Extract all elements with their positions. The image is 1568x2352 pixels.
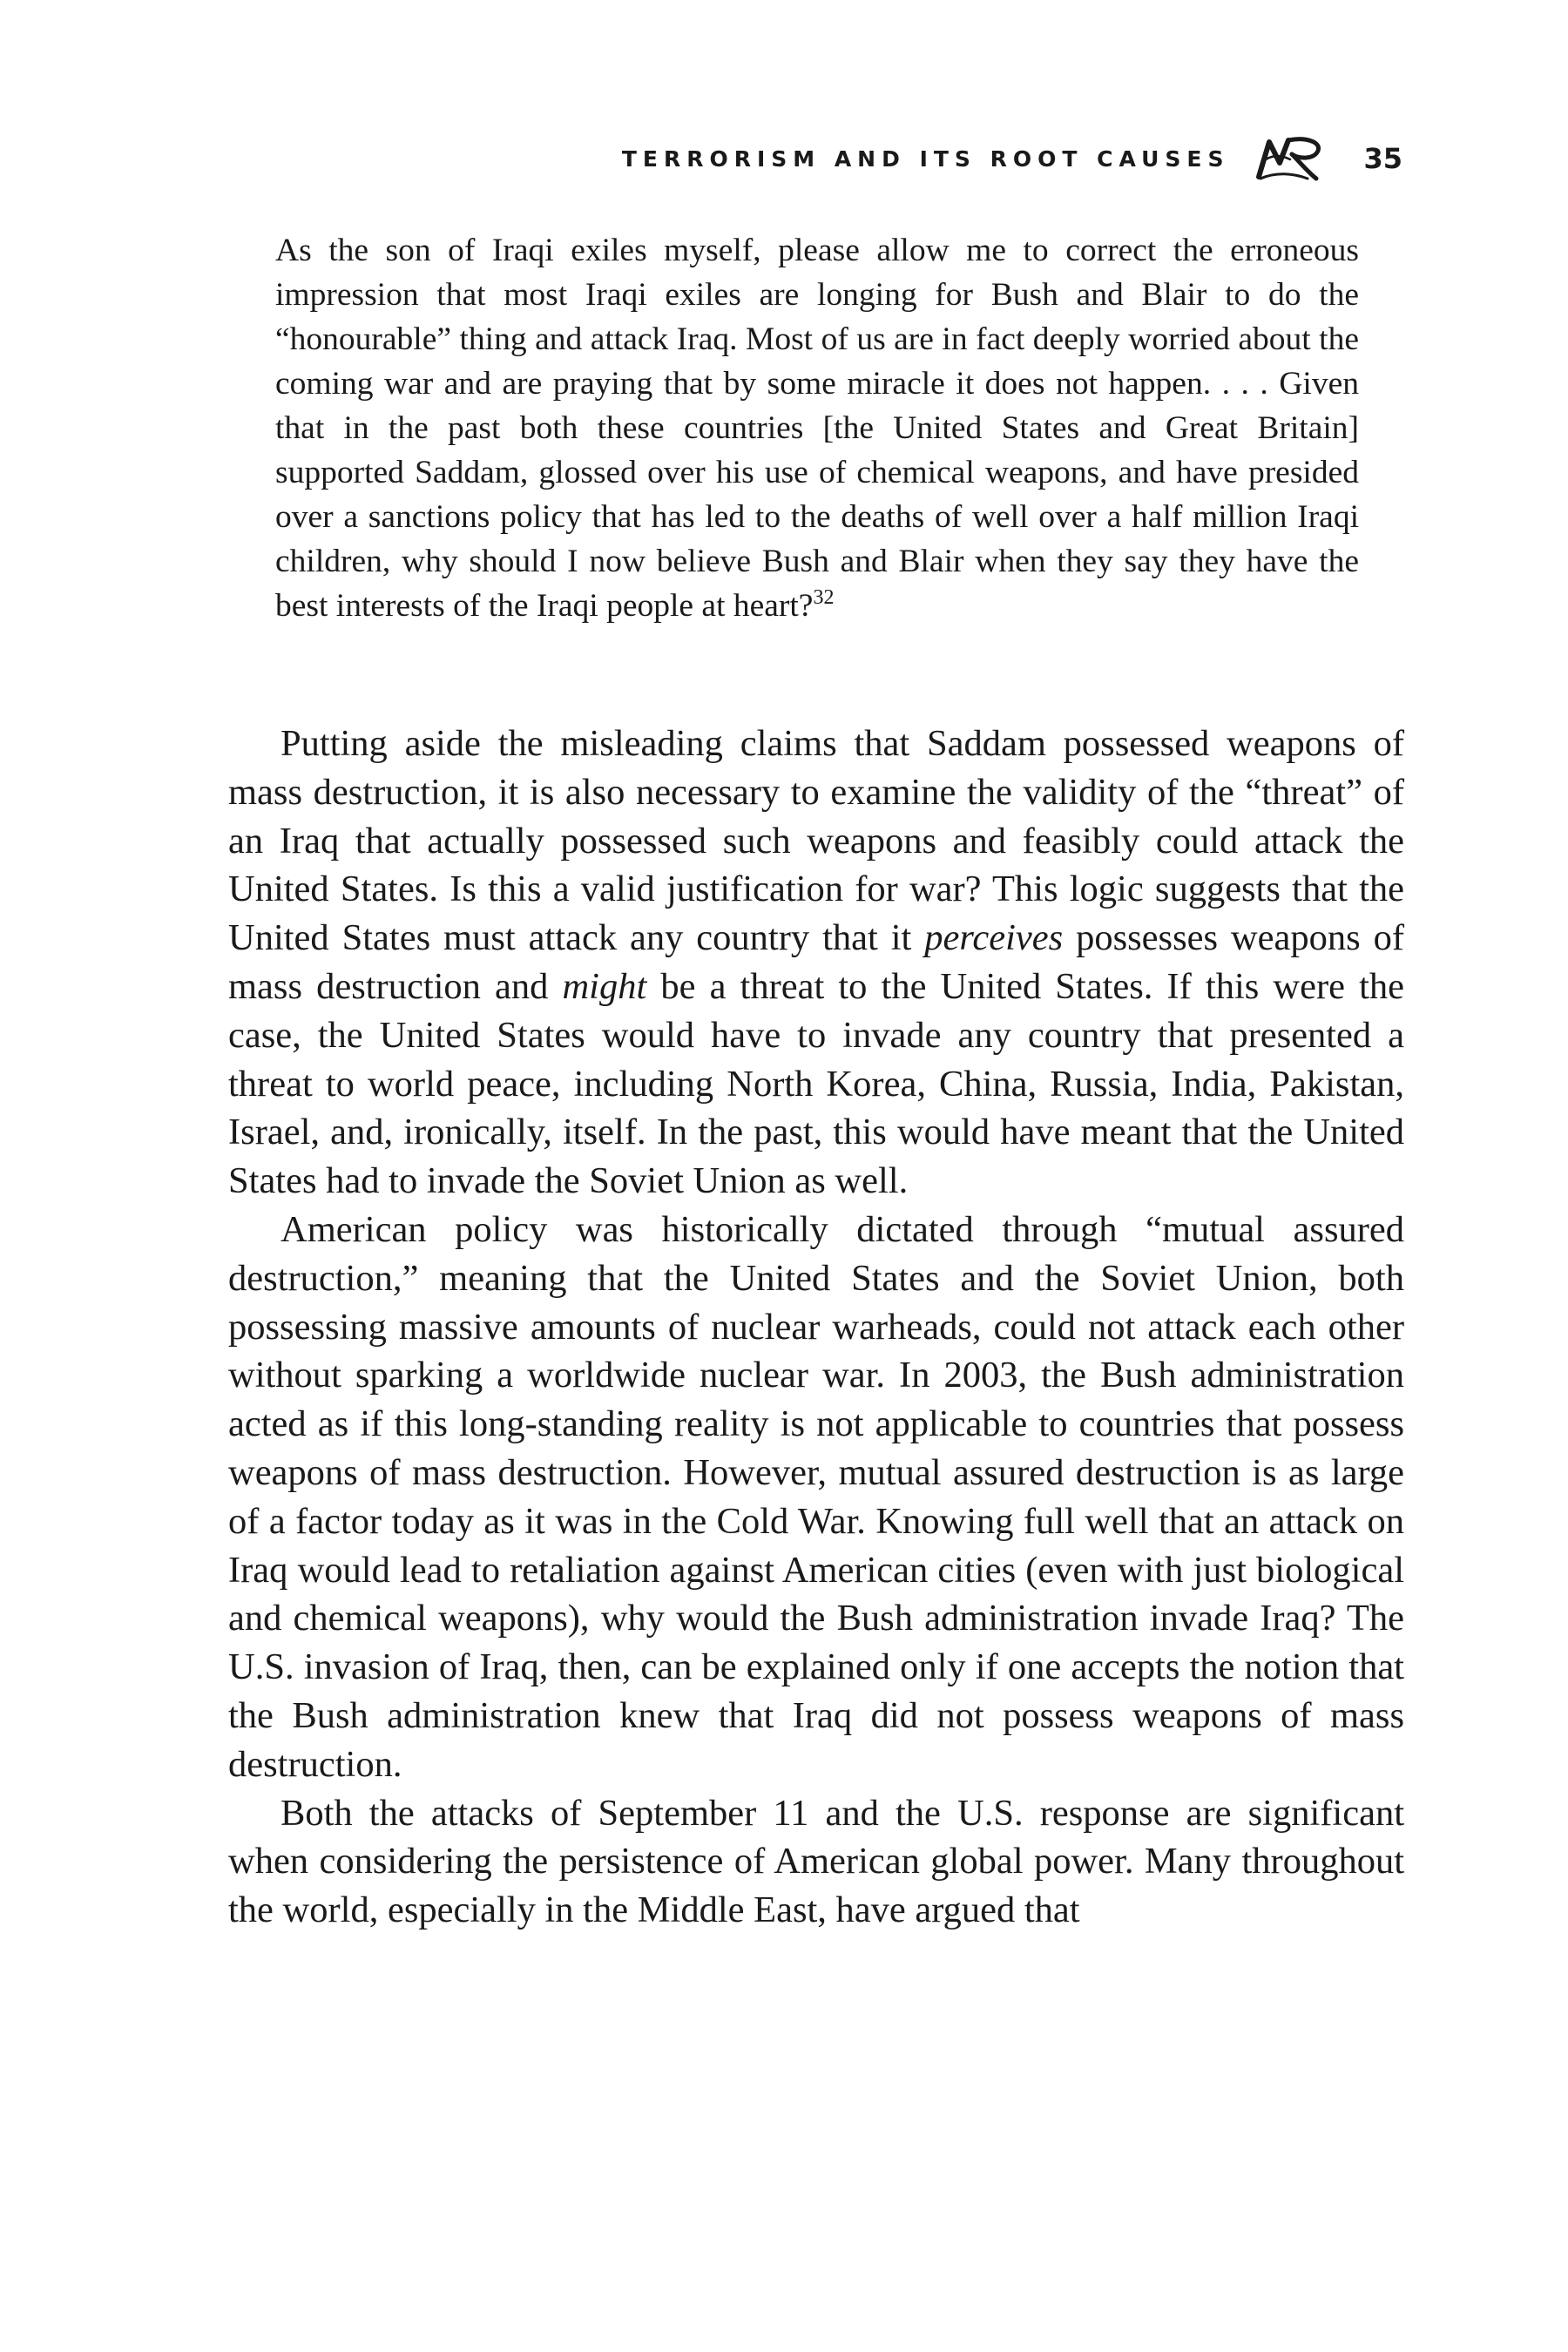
paragraph-2: American policy was historically dictated through “mutual assured destruction,” meaning that the United States and the Soviet Union, both possessing massive amounts of nuclear warheads, could not attack each other without sparking a worldwide nuclear war. In 2003, the Bush administration acted as if this long-standing reality is not applicable to countries that possess weapons of mass destruction. However, mutual assured destruction is as large of a factor today as it was in the Cold War. Knowing full well that an attack on Iraq would lead to retaliation against American cities (even with just biological and chemical weapons), why would the Bush administration invade Iraq? The U.S. invasion of Iraq, then, can be explained only if one accepts the notion that the Bush administration knew that Iraq did not possess weapons of mass destruction. (228, 1208, 1404, 1785)
stylized-flourish-icon (1254, 133, 1325, 184)
body-text (228, 720, 1404, 1935)
paragraph-1-part-3: be a threat to the United States. If this were the case, the United States would have to invade any country that presented a threat to world peace, including North Korea, China, Russia, India, Pakistan, Israel, and, ironically, itself. In the past, this would have meant that the United States had to invade the Soviet Union as well. (228, 965, 1404, 1202)
quote-text: As the son of Iraqi exiles myself, please allow me to correct the erroneous impression that most Iraqi exiles are longing for Bush and Blair to do the “honourable” thing and attack Iraq. Most of us are in fact deeply worried about the coming war and are praying that by some miracle it does not happen. . . . Given that in the past both these countries [the United States and Great Britain] supported Saddam, glossed over his use of chemical weapons, and have presided over a sanctions policy that has led to the deaths of well over a half million Iraqi children, why should I now believe Bush and Blair when they say they have the best interests of the Iraqi people at heart? (275, 233, 1359, 624)
paragraph-1-part-2: possesses weapons of mass destruction and (228, 917, 1404, 1007)
footnote-reference: 32 (813, 586, 835, 609)
paragraph-1 (228, 720, 1404, 1206)
running-head (261, 132, 1402, 185)
quote-paragraph (275, 228, 1359, 628)
paragraph-3: Both the attacks of September 11 and the U.S. response are significant when considering the persistence of American global power. Many throughout the world, especially in the Middle East, have argued that (228, 1792, 1404, 1931)
paragraph-1-emphasis-might: might (562, 965, 647, 1007)
page-number: 35 (1363, 142, 1402, 175)
paragraph-1-emphasis-perceives: perceives (924, 917, 1064, 959)
paragraph-1-part-1: Putting aside the misleading claims that Saddam possessed weapons of mass destruction, it is also necessary to examine the validity of the “threat” of an Iraq that actually possessed such weapons and feasibly could attack the United States. Is this a valid justification for war? This logic suggests that the United States must attack any country that it (228, 723, 1404, 959)
block-quote (275, 228, 1359, 628)
running-title: TERRORISM AND ITS ROOT CAUSES (621, 145, 1230, 172)
